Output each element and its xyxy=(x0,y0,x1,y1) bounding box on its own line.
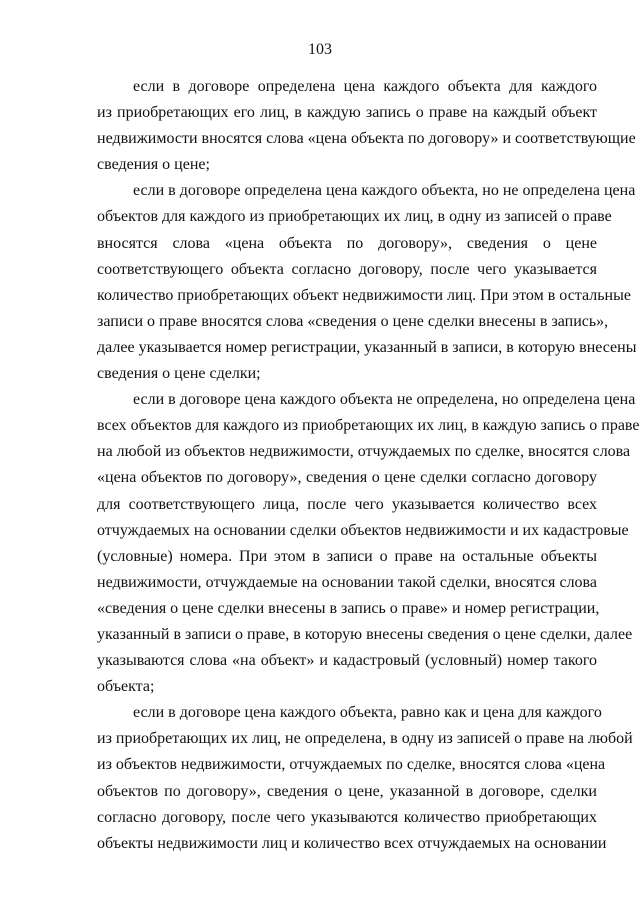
text-line: для соответствующего лица, после чего указывается количество всех xyxy=(97,495,597,513)
paragraph xyxy=(97,74,636,178)
text-line: из приобретающих их лиц, не определена, в одну из записей о праве на любой xyxy=(97,730,633,748)
text-line: «сведения о цене сделки внесены в запись о праве» и номер регистрации, xyxy=(97,599,600,617)
text-line: вносятся слова «цена объекта по договору», сведения о цене xyxy=(97,234,597,252)
text-line: объекты недвижимости лиц и количество всех отчуждаемых на основании xyxy=(97,834,607,852)
text-line: (условные) номера. При этом в записи о праве на остальные объекты xyxy=(97,547,597,565)
text-line: объекта; xyxy=(97,678,155,696)
text-line: далее указывается номер регистрации, указанный в записи, в которую внесены xyxy=(97,338,637,356)
text-line: объектов для каждого из приобретающих их лиц, в одну из записей о праве xyxy=(97,208,612,226)
text-line: сведения о цене; xyxy=(97,156,210,174)
text-line: если в договоре цена каждого объекта не определена, но определена цена xyxy=(133,391,636,409)
text-line: если в договоре цена каждого объекта, равно как и цена для каждого xyxy=(133,704,602,722)
page-number: 103 xyxy=(308,41,332,58)
text-line: указываются слова «на объект» и кадастровый (условный) номер такого xyxy=(97,652,597,670)
text-line: из приобретающих его лиц, в каждую запись о праве на каждый объект xyxy=(97,104,597,122)
text-line: согласно договору, после чего указываются количество приобретающих xyxy=(97,808,597,826)
text-line: если в договоре определена цена каждого объекта для каждого xyxy=(133,78,597,95)
text-line: недвижимости вносятся слова «цена объекта по договору» и соответствующие xyxy=(97,130,636,148)
text-line: всех объектов для каждого из приобретающих их лиц, в каждую запись о праве xyxy=(97,417,640,435)
text-line: указанный в записи о праве, в которую внесены сведения о цене сделки, далее xyxy=(97,625,633,643)
text-line: объектов по договору», сведения о цене, указанной в договоре, сделки xyxy=(97,782,597,800)
text-line: на любой из объектов недвижимости, отчуждаемых по сделке, вносятся слова xyxy=(97,443,631,461)
document-body xyxy=(97,74,640,857)
text-line: количество приобретающих объект недвижимости лиц. При этом в остальные xyxy=(97,286,631,304)
paragraph xyxy=(97,700,633,857)
text-line: «цена объектов по договору», сведения о цене сделки согласно договору xyxy=(97,469,597,487)
text-line: отчуждаемых на основании сделки объектов недвижимости и их кадастровые xyxy=(97,521,629,539)
text-line: из объектов недвижимости, отчуждаемых по сделке, вносятся слова «цена xyxy=(97,756,606,774)
text-line: записи о праве вносятся слова «сведения о цене сделки внесены в запись», xyxy=(97,312,609,330)
paragraph xyxy=(97,178,637,387)
paragraph xyxy=(97,387,640,700)
text-line: недвижимости, отчуждаемые на основании такой сделки, вносятся слова xyxy=(97,573,597,591)
text-line: если в договоре определена цена каждого объекта, но не определена цена xyxy=(133,182,636,200)
text-line: соответствующего объекта согласно договору, после чего указывается xyxy=(97,260,597,278)
text-line: сведения о цене сделки; xyxy=(97,365,261,383)
